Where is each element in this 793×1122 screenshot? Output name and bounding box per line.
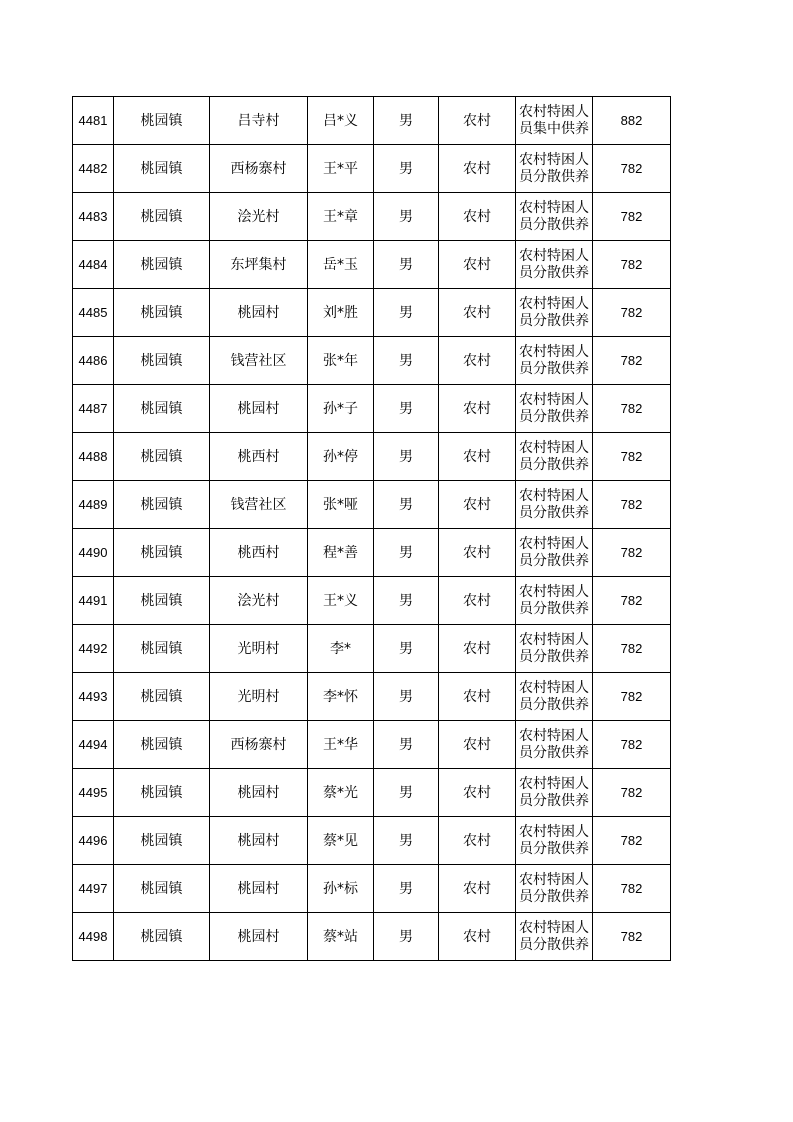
support-category-cell: 农村特困人员分散供养 (516, 673, 593, 721)
area-type-cell: 农村 (439, 817, 516, 865)
row-number-cell: 4482 (73, 145, 114, 193)
area-type-cell: 农村 (439, 721, 516, 769)
area-type-cell: 农村 (439, 193, 516, 241)
support-category-cell: 农村特困人员分散供养 (516, 241, 593, 289)
table-row (73, 529, 671, 577)
amount-cell: 782 (593, 433, 671, 481)
row-number-cell: 4484 (73, 241, 114, 289)
gender-cell: 男 (374, 97, 439, 145)
area-type-cell: 农村 (439, 97, 516, 145)
support-category-cell: 农村特困人员分散供养 (516, 145, 593, 193)
village-cell: 钱营社区 (210, 337, 308, 385)
gender-cell: 男 (374, 673, 439, 721)
table-row (73, 193, 671, 241)
gender-cell: 男 (374, 913, 439, 961)
table-row (73, 241, 671, 289)
support-category-cell: 农村特困人员分散供养 (516, 577, 593, 625)
person-name-cell: 蔡*站 (308, 913, 374, 961)
gender-cell: 男 (374, 817, 439, 865)
amount-cell: 782 (593, 913, 671, 961)
table-row (73, 769, 671, 817)
gender-cell: 男 (374, 865, 439, 913)
village-cell: 桃园村 (210, 385, 308, 433)
gender-cell: 男 (374, 385, 439, 433)
area-type-cell: 农村 (439, 625, 516, 673)
amount-cell: 782 (593, 865, 671, 913)
area-type-cell: 农村 (439, 673, 516, 721)
table-row (73, 337, 671, 385)
support-category-cell: 农村特困人员分散供养 (516, 721, 593, 769)
town-cell: 桃园镇 (114, 721, 210, 769)
area-type-cell: 农村 (439, 481, 516, 529)
person-name-cell: 岳*玉 (308, 241, 374, 289)
area-type-cell: 农村 (439, 145, 516, 193)
table-row (73, 385, 671, 433)
town-cell: 桃园镇 (114, 769, 210, 817)
person-name-cell: 李* (308, 625, 374, 673)
person-name-cell: 孙*停 (308, 433, 374, 481)
row-number-cell: 4491 (73, 577, 114, 625)
amount-cell: 782 (593, 673, 671, 721)
amount-cell: 782 (593, 721, 671, 769)
support-category-cell: 农村特困人员集中供养 (516, 97, 593, 145)
support-category-cell: 农村特困人员分散供养 (516, 337, 593, 385)
amount-cell: 782 (593, 145, 671, 193)
table-row (73, 865, 671, 913)
row-number-cell: 4487 (73, 385, 114, 433)
support-category-cell: 农村特困人员分散供养 (516, 529, 593, 577)
area-type-cell: 农村 (439, 769, 516, 817)
area-type-cell: 农村 (439, 577, 516, 625)
gender-cell: 男 (374, 769, 439, 817)
table-row (73, 913, 671, 961)
amount-cell: 782 (593, 385, 671, 433)
row-number-cell: 4490 (73, 529, 114, 577)
table-body (73, 97, 671, 961)
area-type-cell: 农村 (439, 865, 516, 913)
town-cell: 桃园镇 (114, 193, 210, 241)
village-cell: 桃园村 (210, 865, 308, 913)
row-number-cell: 4492 (73, 625, 114, 673)
person-name-cell: 王*华 (308, 721, 374, 769)
table-row (73, 721, 671, 769)
person-name-cell: 李*怀 (308, 673, 374, 721)
row-number-cell: 4488 (73, 433, 114, 481)
town-cell: 桃园镇 (114, 673, 210, 721)
town-cell: 桃园镇 (114, 289, 210, 337)
area-type-cell: 农村 (439, 385, 516, 433)
village-cell: 桃西村 (210, 529, 308, 577)
person-name-cell: 蔡*见 (308, 817, 374, 865)
gender-cell: 男 (374, 193, 439, 241)
person-name-cell: 张*哑 (308, 481, 374, 529)
row-number-cell: 4494 (73, 721, 114, 769)
row-number-cell: 4486 (73, 337, 114, 385)
row-number-cell: 4483 (73, 193, 114, 241)
town-cell: 桃园镇 (114, 241, 210, 289)
table-row (73, 433, 671, 481)
support-category-cell: 农村特困人员分散供养 (516, 481, 593, 529)
village-cell: 钱营社区 (210, 481, 308, 529)
village-cell: 桃园村 (210, 769, 308, 817)
amount-cell: 782 (593, 529, 671, 577)
table-row (73, 289, 671, 337)
village-cell: 西杨寨村 (210, 145, 308, 193)
gender-cell: 男 (374, 241, 439, 289)
town-cell: 桃园镇 (114, 913, 210, 961)
row-number-cell: 4498 (73, 913, 114, 961)
amount-cell: 782 (593, 241, 671, 289)
village-cell: 吕寺村 (210, 97, 308, 145)
town-cell: 桃园镇 (114, 865, 210, 913)
relief-recipients-table (72, 96, 671, 961)
village-cell: 桃园村 (210, 913, 308, 961)
village-cell: 桃园村 (210, 817, 308, 865)
village-cell: 浍光村 (210, 193, 308, 241)
row-number-cell: 4489 (73, 481, 114, 529)
table-row (73, 625, 671, 673)
town-cell: 桃园镇 (114, 481, 210, 529)
person-name-cell: 王*平 (308, 145, 374, 193)
gender-cell: 男 (374, 481, 439, 529)
amount-cell: 782 (593, 817, 671, 865)
support-category-cell: 农村特困人员分散供养 (516, 193, 593, 241)
table-row (73, 817, 671, 865)
person-name-cell: 刘*胜 (308, 289, 374, 337)
town-cell: 桃园镇 (114, 337, 210, 385)
row-number-cell: 4493 (73, 673, 114, 721)
table-row (73, 673, 671, 721)
gender-cell: 男 (374, 529, 439, 577)
village-cell: 桃园村 (210, 289, 308, 337)
area-type-cell: 农村 (439, 289, 516, 337)
area-type-cell: 农村 (439, 529, 516, 577)
gender-cell: 男 (374, 721, 439, 769)
row-number-cell: 4485 (73, 289, 114, 337)
gender-cell: 男 (374, 625, 439, 673)
area-type-cell: 农村 (439, 433, 516, 481)
village-cell: 东坪集村 (210, 241, 308, 289)
person-name-cell: 程*善 (308, 529, 374, 577)
person-name-cell: 蔡*光 (308, 769, 374, 817)
support-category-cell: 农村特困人员分散供养 (516, 769, 593, 817)
amount-cell: 782 (593, 769, 671, 817)
town-cell: 桃园镇 (114, 529, 210, 577)
town-cell: 桃园镇 (114, 577, 210, 625)
town-cell: 桃园镇 (114, 625, 210, 673)
table-row (73, 145, 671, 193)
table-row (73, 97, 671, 145)
village-cell: 浍光村 (210, 577, 308, 625)
town-cell: 桃园镇 (114, 817, 210, 865)
area-type-cell: 农村 (439, 241, 516, 289)
town-cell: 桃园镇 (114, 97, 210, 145)
person-name-cell: 王*章 (308, 193, 374, 241)
person-name-cell: 吕*义 (308, 97, 374, 145)
row-number-cell: 4496 (73, 817, 114, 865)
amount-cell: 782 (593, 481, 671, 529)
support-category-cell: 农村特困人员分散供养 (516, 817, 593, 865)
support-category-cell: 农村特困人员分散供养 (516, 385, 593, 433)
table-row (73, 577, 671, 625)
gender-cell: 男 (374, 577, 439, 625)
gender-cell: 男 (374, 433, 439, 481)
person-name-cell: 孙*子 (308, 385, 374, 433)
row-number-cell: 4495 (73, 769, 114, 817)
gender-cell: 男 (374, 289, 439, 337)
support-category-cell: 农村特困人员分散供养 (516, 289, 593, 337)
amount-cell: 782 (593, 289, 671, 337)
town-cell: 桃园镇 (114, 433, 210, 481)
person-name-cell: 张*年 (308, 337, 374, 385)
row-number-cell: 4497 (73, 865, 114, 913)
town-cell: 桃园镇 (114, 145, 210, 193)
person-name-cell: 王*义 (308, 577, 374, 625)
village-cell: 桃西村 (210, 433, 308, 481)
support-category-cell: 农村特困人员分散供养 (516, 913, 593, 961)
amount-cell: 782 (593, 337, 671, 385)
amount-cell: 882 (593, 97, 671, 145)
amount-cell: 782 (593, 193, 671, 241)
gender-cell: 男 (374, 145, 439, 193)
town-cell: 桃园镇 (114, 385, 210, 433)
person-name-cell: 孙*标 (308, 865, 374, 913)
gender-cell: 男 (374, 337, 439, 385)
support-category-cell: 农村特困人员分散供养 (516, 625, 593, 673)
village-cell: 光明村 (210, 625, 308, 673)
amount-cell: 782 (593, 625, 671, 673)
amount-cell: 782 (593, 577, 671, 625)
village-cell: 光明村 (210, 673, 308, 721)
area-type-cell: 农村 (439, 337, 516, 385)
support-category-cell: 农村特困人员分散供养 (516, 865, 593, 913)
row-number-cell: 4481 (73, 97, 114, 145)
support-category-cell: 农村特困人员分散供养 (516, 433, 593, 481)
village-cell: 西杨寨村 (210, 721, 308, 769)
table-row (73, 481, 671, 529)
area-type-cell: 农村 (439, 913, 516, 961)
